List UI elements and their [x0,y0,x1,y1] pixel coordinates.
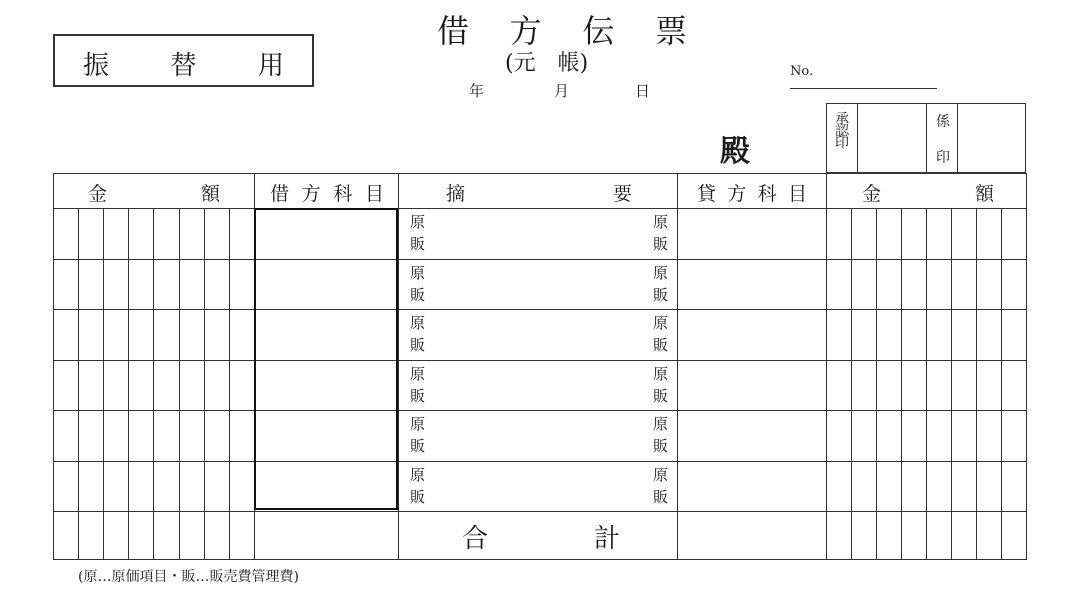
total-label-char-2: 計 [593,524,620,554]
header-debit-account-char-2: 方 [301,183,321,205]
debit-amount-field[interactable] [54,361,254,410]
number-field-line[interactable] [790,88,937,89]
header-description-char-1: 摘 [446,183,466,205]
header-debit-amount [88,179,220,206]
header-debit-amount-char-1: 金 [88,183,108,205]
marker-hanbai-right: 販 [653,487,669,506]
clerk-stamp-field[interactable] [958,104,1025,172]
marker-genka-right: 原 [653,415,669,433]
debit-amount-field[interactable] [54,209,254,258]
header-debit-account-char-3: 科 [333,183,353,205]
number-label: No. [790,64,814,79]
header-credit-account-char-4: 目 [787,183,807,205]
form-type-box [53,34,314,87]
total-credit-amount-field[interactable] [827,511,1026,559]
marker-genka-right: 原 [653,213,669,231]
marker-genka-left: 原 [410,314,426,332]
title-char-4: 票 [654,12,687,50]
header-debit-account-char-1: 借 [270,183,290,205]
credit-account-field[interactable] [678,411,826,460]
title-char-2: 方 [509,12,542,50]
description-field[interactable] [430,463,644,510]
date-day-label: 日 [635,82,651,100]
header-credit-account-char-2: 方 [727,183,747,205]
marker-genka-right: 原 [653,314,669,332]
marker-genka-left: 原 [410,364,426,383]
header-debit-account-char-4: 目 [364,183,384,205]
marker-genka-right: 原 [653,465,669,484]
marker-genka-right: 原 [653,263,669,282]
header-debit-account [270,179,384,206]
credit-amount-field[interactable] [827,209,1026,258]
marker-genka-right: 原 [653,364,669,383]
addressee-suffix: 殿 [720,134,750,169]
marker-hanbai-left: 販 [410,285,426,304]
clerk-stamp-label-bottom: 印 [936,150,950,166]
debit-amount-field[interactable] [54,411,254,460]
debit-account-field[interactable] [257,311,396,358]
page-subtitle: (元 帳) [505,51,589,76]
header-debit-amount-char-2: 額 [200,183,220,205]
credit-account-field[interactable] [678,260,826,309]
marker-hanbai-right: 販 [653,285,669,304]
total-label [462,518,620,555]
debit-amount-field[interactable] [54,462,254,511]
clerk-stamp-label [933,111,953,167]
credit-account-field[interactable] [678,310,826,359]
description-field[interactable] [430,362,644,409]
marker-hanbai-left: 販 [410,235,426,253]
header-credit-account-char-3: 科 [757,183,777,205]
marker-genka-left: 原 [410,213,426,231]
header-credit-account-char-1: 貸 [697,183,717,205]
credit-amount-field[interactable] [827,462,1026,511]
header-credit-account [697,179,807,206]
marker-hanbai-right: 販 [653,437,669,455]
column-divider-2 [398,173,399,560]
marker-hanbai-left: 販 [410,386,426,405]
credit-amount-field[interactable] [827,411,1026,460]
header-description-char-2: 要 [612,183,632,205]
debit-account-field[interactable] [257,463,396,510]
form-type-char-3: 用 [257,51,284,81]
description-field[interactable] [430,210,644,257]
total-debit-amount-field[interactable] [54,511,254,559]
marker-genka-left: 原 [410,263,426,282]
footnote: (原…原価項目・販…販売費管理費) [78,569,299,585]
marker-hanbai-left: 販 [410,487,426,506]
marker-hanbai-right: 販 [653,386,669,405]
approval-stamp-label: 承認印 [833,111,849,147]
form-type-char-2: 替 [170,51,197,81]
credit-amount-field[interactable] [827,260,1026,309]
date-month-label: 月 [554,82,570,100]
marker-genka-left: 原 [410,415,426,433]
marker-genka-left: 原 [410,465,426,484]
clerk-stamp-label-top: 係 [936,114,950,130]
header-credit-amount-char-1: 金 [862,183,882,205]
credit-amount-field[interactable] [827,361,1026,410]
debit-amount-field[interactable] [54,260,254,309]
approval-stamp-field[interactable] [858,104,925,172]
header-description [446,179,632,206]
marker-hanbai-left: 販 [410,437,426,455]
description-field[interactable] [430,311,644,358]
marker-hanbai-right: 販 [653,336,669,354]
stamp-divider-2 [926,103,927,173]
marker-hanbai-right: 販 [653,235,669,253]
debit-account-field[interactable] [257,362,396,409]
title-char-1: 借 [437,12,470,50]
debit-account-field[interactable] [257,261,396,308]
credit-account-field[interactable] [678,209,826,258]
debit-account-field[interactable] [257,210,396,257]
date-year-label: 年 [469,82,485,100]
debit-account-field[interactable] [257,412,396,459]
form-type-char-1: 振 [83,51,110,81]
description-field[interactable] [430,412,644,459]
credit-account-field[interactable] [678,361,826,410]
credit-account-field[interactable] [678,462,826,511]
title-char-3: 伝 [582,12,615,50]
debit-amount-field[interactable] [54,310,254,359]
marker-hanbai-left: 販 [410,336,426,354]
credit-amount-field[interactable] [827,310,1026,359]
header-credit-amount [862,179,994,206]
header-credit-amount-char-2: 額 [974,183,994,205]
total-label-char-1: 合 [462,524,489,554]
description-field[interactable] [430,261,644,308]
form-type-label [83,45,284,82]
